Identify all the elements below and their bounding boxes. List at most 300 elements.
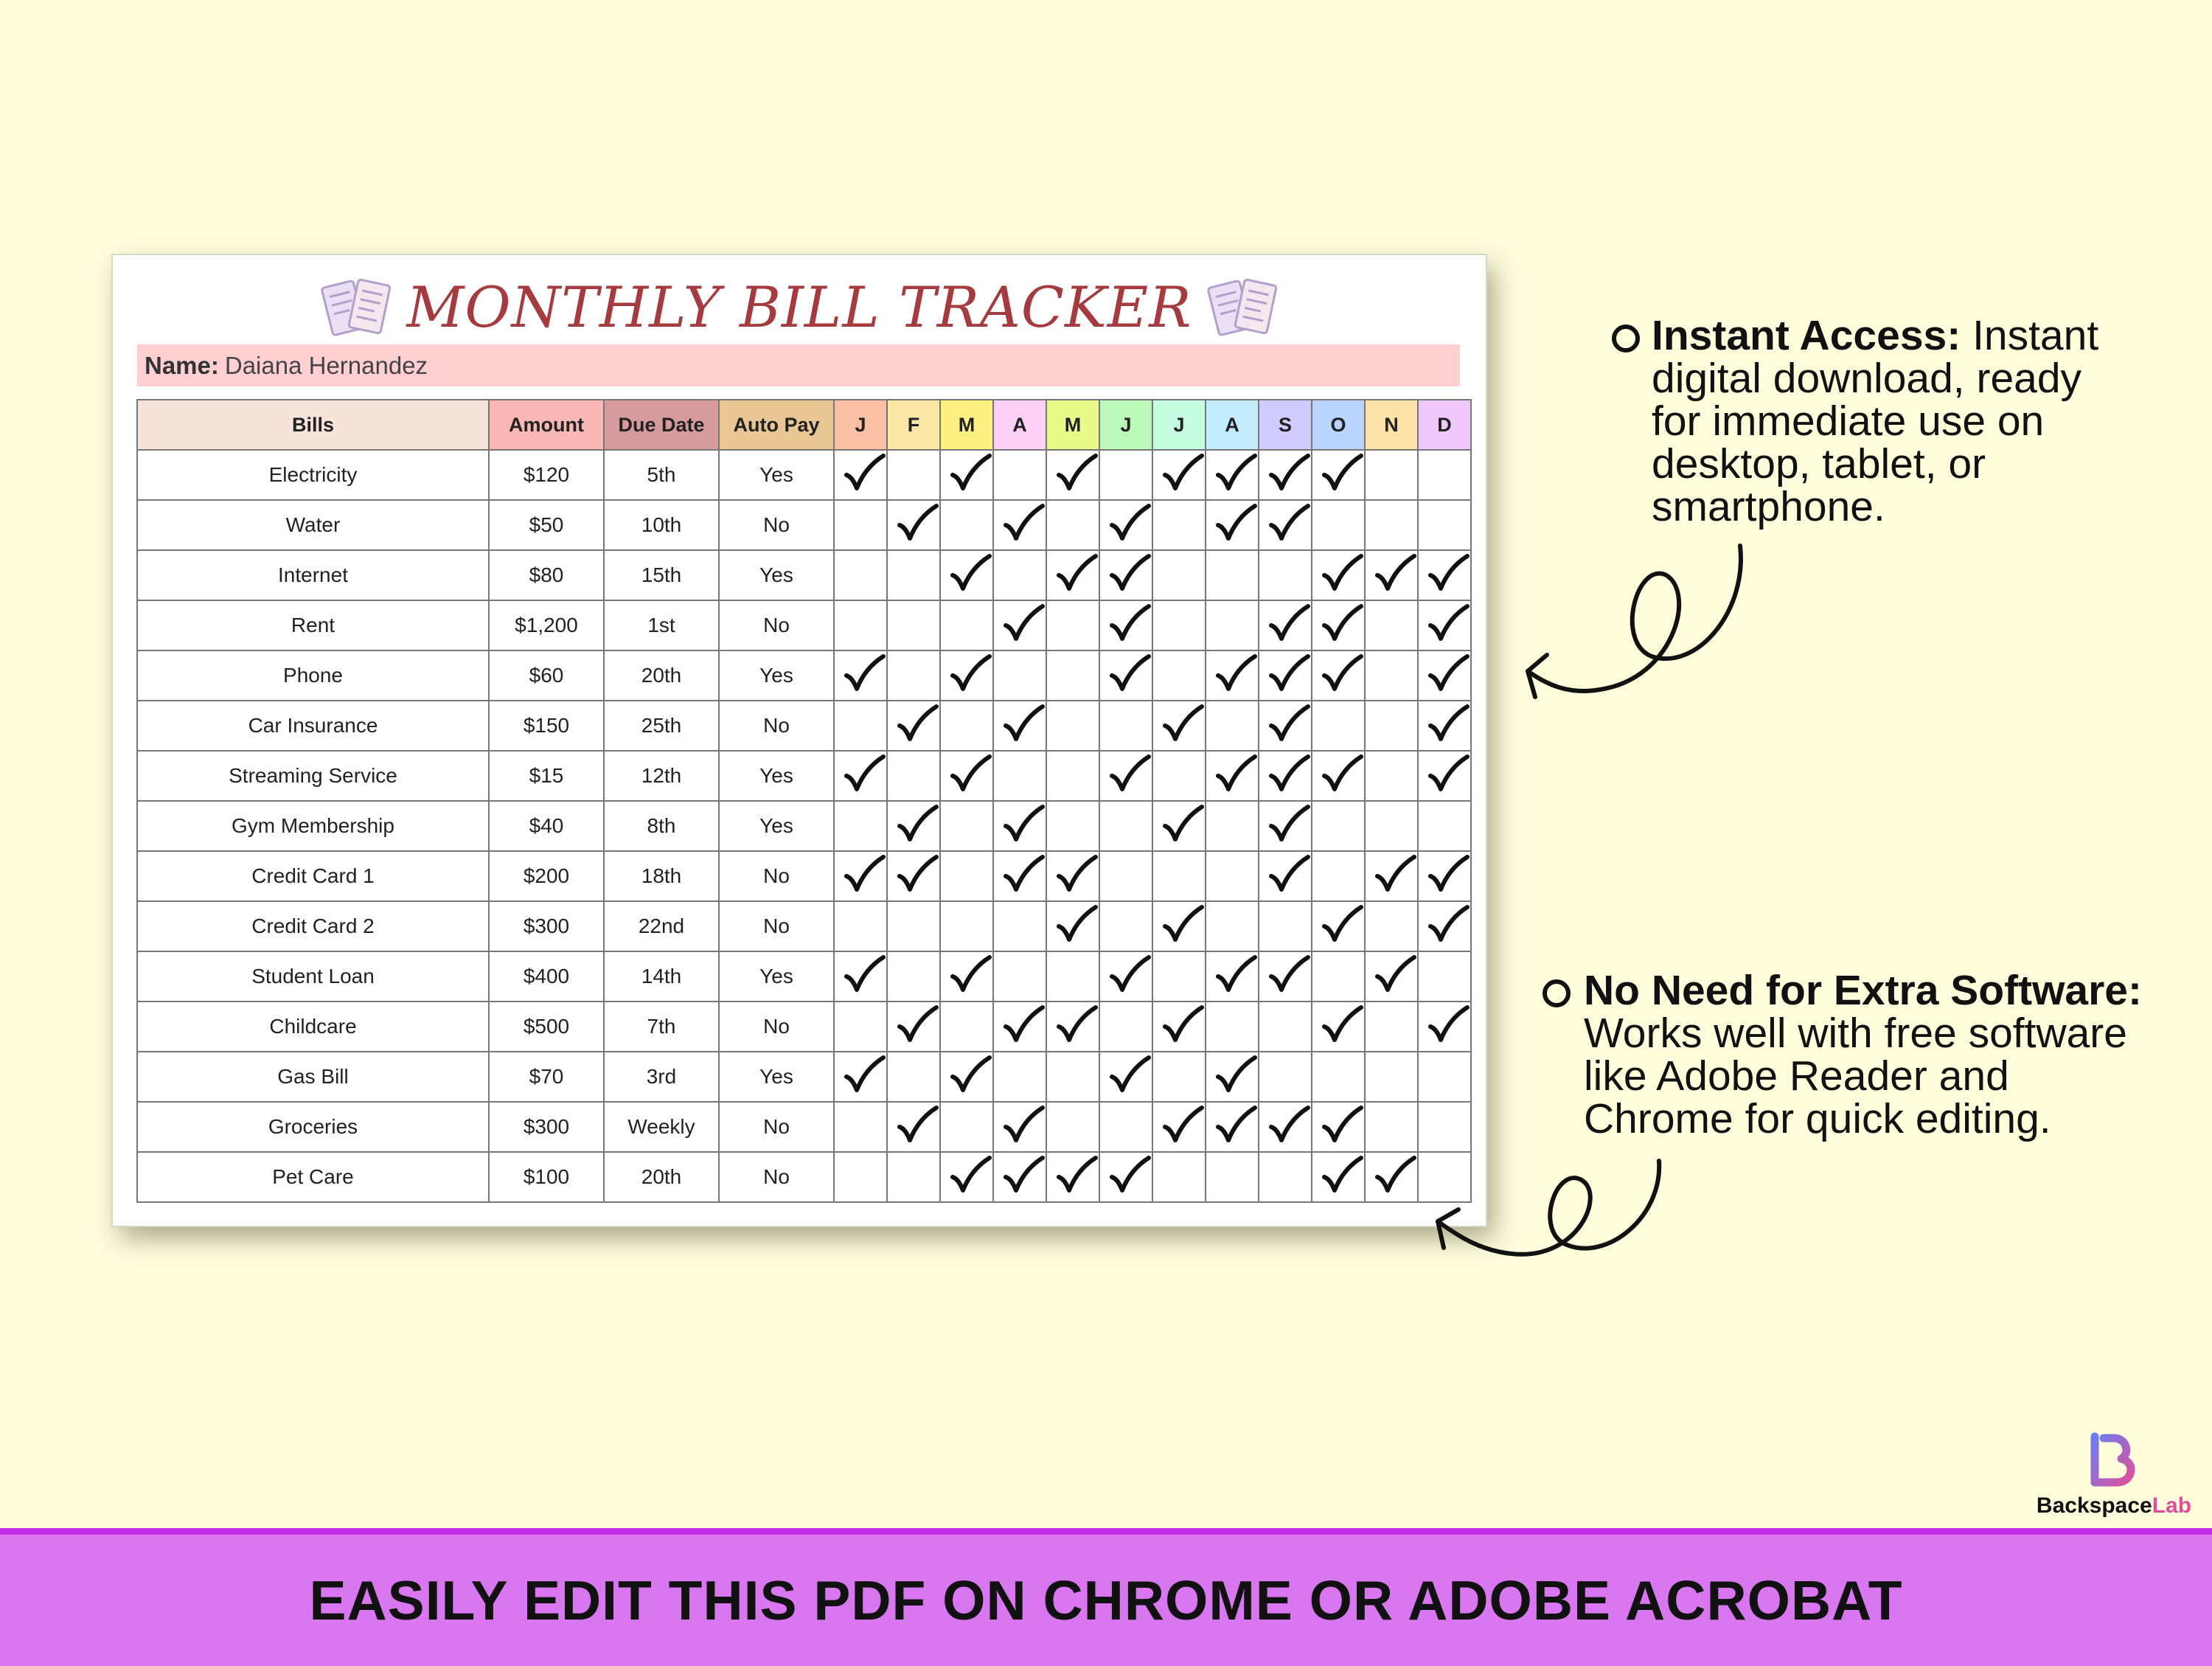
month-check-cell[interactable]: [1046, 1002, 1099, 1052]
month-check-cell[interactable]: [1099, 1102, 1152, 1152]
bill-name-cell[interactable]: Credit Card 1: [137, 851, 489, 901]
month-check-cell[interactable]: [1099, 751, 1152, 801]
month-check-cell[interactable]: [940, 801, 993, 851]
month-check-cell[interactable]: [1312, 951, 1365, 1002]
month-check-cell[interactable]: [834, 600, 887, 650]
auto-pay-cell[interactable]: No: [719, 500, 834, 550]
month-check-cell[interactable]: [1099, 851, 1152, 901]
month-check-cell[interactable]: [1259, 701, 1312, 751]
bill-name-cell[interactable]: Pet Care: [137, 1152, 489, 1202]
checkmark-icon: [897, 854, 939, 895]
checkmark-icon: [950, 453, 992, 494]
header-month: J: [1099, 400, 1152, 450]
bill-name-cell[interactable]: Electricity: [137, 450, 489, 500]
due-date-cell[interactable]: 15th: [604, 550, 719, 600]
month-check-cell[interactable]: [887, 701, 940, 751]
month-check-cell[interactable]: [887, 751, 940, 801]
month-check-cell[interactable]: [1046, 1052, 1099, 1102]
month-check-cell[interactable]: [1206, 650, 1259, 701]
month-check-cell[interactable]: [1206, 751, 1259, 801]
bill-name-cell[interactable]: Gas Bill: [137, 1052, 489, 1102]
month-check-cell[interactable]: [993, 550, 1046, 600]
brand-name-part: Backspace: [2036, 1493, 2152, 1518]
header-month: M: [940, 400, 993, 450]
checkmark-icon: [1003, 1004, 1046, 1046]
month-check-cell[interactable]: [1259, 901, 1312, 951]
month-check-cell[interactable]: [1418, 801, 1471, 851]
month-check-cell[interactable]: [1259, 951, 1312, 1002]
callout-line: like Adobe Reader and: [1584, 1052, 2009, 1100]
callout-line: Chrome for quick editing.: [1584, 1095, 2051, 1142]
amount-cell[interactable]: $15: [489, 751, 604, 801]
checkmark-icon: [1003, 503, 1046, 544]
month-check-cell[interactable]: [993, 1052, 1046, 1102]
month-check-cell[interactable]: [1206, 701, 1259, 751]
month-check-cell[interactable]: [1099, 951, 1152, 1002]
checkmark-icon: [897, 704, 939, 745]
amount-cell[interactable]: $300: [489, 1102, 604, 1152]
amount-cell[interactable]: $300: [489, 901, 604, 951]
checkmark-icon: [844, 954, 886, 996]
month-check-cell[interactable]: [1046, 500, 1099, 550]
checkmark-icon: [1268, 653, 1311, 695]
month-check-cell[interactable]: [1312, 751, 1365, 801]
due-date-cell[interactable]: 20th: [604, 1152, 719, 1202]
month-check-cell[interactable]: [940, 1102, 993, 1152]
month-check-cell[interactable]: [1099, 801, 1152, 851]
month-check-cell[interactable]: [1206, 1002, 1259, 1052]
month-check-cell[interactable]: [940, 600, 993, 650]
month-check-cell[interactable]: [1152, 650, 1206, 701]
month-check-cell[interactable]: [1365, 701, 1418, 751]
bill-tracker-sheet: [113, 255, 1486, 1226]
table-row: [137, 801, 1471, 851]
due-date-cell[interactable]: 1st: [604, 600, 719, 650]
month-check-cell[interactable]: [1418, 901, 1471, 951]
month-check-cell[interactable]: [940, 1052, 993, 1102]
month-check-cell[interactable]: [834, 901, 887, 951]
title-row: [113, 270, 1486, 344]
checkmark-icon: [1162, 1105, 1205, 1146]
month-check-cell[interactable]: [993, 951, 1046, 1002]
month-check-cell[interactable]: [1312, 851, 1365, 901]
month-check-cell[interactable]: [1365, 1102, 1418, 1152]
month-check-cell[interactable]: [1312, 450, 1365, 500]
checkmark-icon: [1056, 854, 1099, 895]
month-check-cell[interactable]: [1152, 801, 1206, 851]
month-check-cell[interactable]: [1365, 751, 1418, 801]
month-check-cell[interactable]: [1046, 1102, 1099, 1152]
checkmark-icon: [1162, 804, 1205, 845]
callout-line: digital download, ready: [1652, 355, 2082, 402]
month-check-cell[interactable]: [1152, 851, 1206, 901]
bill-name-cell[interactable]: Car Insurance: [137, 701, 489, 751]
month-check-cell[interactable]: [940, 701, 993, 751]
month-check-cell[interactable]: [1206, 851, 1259, 901]
month-check-cell[interactable]: [1259, 650, 1312, 701]
month-check-cell[interactable]: [993, 450, 1046, 500]
table-row: [137, 701, 1471, 751]
auto-pay-cell[interactable]: Yes: [719, 450, 834, 500]
month-check-cell[interactable]: [1418, 650, 1471, 701]
month-check-cell[interactable]: [1418, 751, 1471, 801]
checkmark-icon: [1427, 704, 1470, 745]
month-check-cell[interactable]: [1312, 500, 1365, 550]
checkmark-icon: [1003, 1105, 1046, 1146]
checkmark-icon: [1374, 954, 1417, 996]
checkmark-icon: [844, 653, 886, 695]
due-date-cell[interactable]: 8th: [604, 801, 719, 851]
table-row: [137, 1102, 1471, 1152]
month-check-cell[interactable]: [1206, 801, 1259, 851]
month-check-cell[interactable]: [1152, 450, 1206, 500]
month-check-cell[interactable]: [1206, 600, 1259, 650]
month-check-cell[interactable]: [887, 801, 940, 851]
month-check-cell[interactable]: [1259, 751, 1312, 801]
month-check-cell[interactable]: [1259, 1052, 1312, 1102]
month-check-cell[interactable]: [1152, 751, 1206, 801]
header-month: N: [1365, 400, 1418, 450]
checkmark-icon: [1056, 904, 1099, 945]
month-check-cell[interactable]: [1099, 500, 1152, 550]
amount-cell[interactable]: $1,200: [489, 600, 604, 650]
month-check-cell[interactable]: [993, 600, 1046, 650]
month-check-cell[interactable]: [993, 751, 1046, 801]
month-check-cell[interactable]: [1418, 1052, 1471, 1102]
month-check-cell[interactable]: [940, 500, 993, 550]
bill-name-cell[interactable]: Credit Card 2: [137, 901, 489, 951]
due-date-cell[interactable]: 20th: [604, 650, 719, 701]
month-check-cell[interactable]: [834, 650, 887, 701]
month-check-cell[interactable]: [834, 851, 887, 901]
month-check-cell[interactable]: [1152, 1052, 1206, 1102]
month-check-cell[interactable]: [1259, 801, 1312, 851]
month-check-cell[interactable]: [1152, 701, 1206, 751]
checkmark-icon: [1268, 954, 1311, 996]
month-check-cell[interactable]: [1152, 1002, 1206, 1052]
month-check-cell[interactable]: [1312, 801, 1365, 851]
due-date-cell[interactable]: 14th: [604, 951, 719, 1002]
amount-cell[interactable]: $100: [489, 1152, 604, 1202]
bill-name-cell[interactable]: Water: [137, 500, 489, 550]
month-check-cell[interactable]: [887, 450, 940, 500]
month-check-cell[interactable]: [1312, 1152, 1365, 1202]
month-check-cell[interactable]: [1099, 550, 1152, 600]
month-check-cell[interactable]: [1046, 851, 1099, 901]
header-month: M: [1046, 400, 1099, 450]
month-check-cell[interactable]: [940, 901, 993, 951]
month-check-cell[interactable]: [1312, 1102, 1365, 1152]
month-check-cell[interactable]: [1206, 951, 1259, 1002]
month-check-cell[interactable]: [1418, 600, 1471, 650]
auto-pay-cell[interactable]: No: [719, 701, 834, 751]
month-check-cell[interactable]: [834, 500, 887, 550]
month-check-cell[interactable]: [1206, 550, 1259, 600]
month-check-cell[interactable]: [993, 1102, 1046, 1152]
month-check-cell[interactable]: [887, 1102, 940, 1152]
month-check-cell[interactable]: [1206, 1152, 1259, 1202]
month-check-cell[interactable]: [1259, 851, 1312, 901]
month-check-cell[interactable]: [940, 751, 993, 801]
month-check-cell[interactable]: [1418, 851, 1471, 901]
month-check-cell[interactable]: [1152, 901, 1206, 951]
month-check-cell[interactable]: [1152, 951, 1206, 1002]
table-row: [137, 450, 1471, 500]
bill-name-cell[interactable]: Streaming Service: [137, 751, 489, 801]
month-check-cell[interactable]: [1099, 1152, 1152, 1202]
month-check-cell[interactable]: [993, 1152, 1046, 1202]
month-check-cell[interactable]: [1259, 450, 1312, 500]
month-check-cell[interactable]: [1152, 550, 1206, 600]
month-check-cell[interactable]: [1206, 500, 1259, 550]
month-check-cell[interactable]: [1206, 450, 1259, 500]
checkmark-icon: [1003, 854, 1046, 895]
month-check-cell[interactable]: [993, 901, 1046, 951]
bullet-circle-icon: [1612, 324, 1640, 353]
checkmark-icon: [1427, 754, 1470, 795]
month-check-cell[interactable]: [940, 951, 993, 1002]
due-date-cell[interactable]: 10th: [604, 500, 719, 550]
amount-cell[interactable]: $150: [489, 701, 604, 751]
month-check-cell[interactable]: [1365, 1052, 1418, 1102]
month-check-cell[interactable]: [1099, 701, 1152, 751]
month-check-cell[interactable]: [834, 701, 887, 751]
callout-line: smartphone.: [1652, 483, 1885, 530]
month-check-cell[interactable]: [993, 701, 1046, 751]
month-check-cell[interactable]: [1259, 500, 1312, 550]
bill-name-cell[interactable]: Internet: [137, 550, 489, 600]
month-check-cell[interactable]: [1365, 951, 1418, 1002]
month-check-cell[interactable]: [1152, 1102, 1206, 1152]
auto-pay-cell[interactable]: Yes: [719, 1052, 834, 1102]
auto-pay-cell[interactable]: No: [719, 1152, 834, 1202]
month-check-cell[interactable]: [1099, 450, 1152, 500]
due-date-cell[interactable]: 3rd: [604, 1052, 719, 1102]
amount-cell[interactable]: $120: [489, 450, 604, 500]
month-check-cell[interactable]: [1259, 600, 1312, 650]
month-check-cell[interactable]: [940, 650, 993, 701]
month-check-cell[interactable]: [1046, 600, 1099, 650]
month-check-cell[interactable]: [1312, 1002, 1365, 1052]
header-month: J: [834, 400, 887, 450]
month-check-cell[interactable]: [940, 851, 993, 901]
month-check-cell[interactable]: [993, 500, 1046, 550]
month-check-cell[interactable]: [834, 550, 887, 600]
month-check-cell[interactable]: [1365, 1002, 1418, 1052]
name-value[interactable]: Daiana Hernandez: [224, 351, 428, 379]
amount-cell[interactable]: $200: [489, 851, 604, 901]
checkmark-icon: [1162, 904, 1205, 945]
month-check-cell[interactable]: [1046, 1152, 1099, 1202]
auto-pay-cell[interactable]: Yes: [719, 801, 834, 851]
due-date-cell[interactable]: 12th: [604, 751, 719, 801]
auto-pay-cell[interactable]: Yes: [719, 951, 834, 1002]
checkmark-icon: [1109, 503, 1152, 544]
month-check-cell[interactable]: [1312, 1052, 1365, 1102]
month-check-cell[interactable]: [940, 1002, 993, 1052]
checkmark-icon: [1056, 553, 1099, 594]
month-check-cell[interactable]: [1365, 650, 1418, 701]
auto-pay-cell[interactable]: No: [719, 600, 834, 650]
month-check-cell[interactable]: [1152, 1152, 1206, 1202]
checkmark-icon: [1268, 453, 1311, 494]
month-check-cell[interactable]: [1312, 701, 1365, 751]
month-check-cell[interactable]: [1365, 851, 1418, 901]
month-check-cell[interactable]: [993, 650, 1046, 701]
month-check-cell[interactable]: [1365, 901, 1418, 951]
header-month: S: [1259, 400, 1312, 450]
table-row: [137, 1002, 1471, 1052]
auto-pay-cell[interactable]: No: [719, 1002, 834, 1052]
month-check-cell[interactable]: [1046, 650, 1099, 701]
amount-cell[interactable]: $40: [489, 801, 604, 851]
month-check-cell[interactable]: [834, 450, 887, 500]
month-check-cell[interactable]: [1259, 1152, 1312, 1202]
checkmark-icon: [1374, 854, 1417, 895]
month-check-cell[interactable]: [1206, 1052, 1259, 1102]
month-check-cell[interactable]: [1046, 951, 1099, 1002]
month-check-cell[interactable]: [887, 951, 940, 1002]
bill-name-cell[interactable]: Gym Membership: [137, 801, 489, 851]
due-date-cell[interactable]: 18th: [604, 851, 719, 901]
month-check-cell[interactable]: [1206, 901, 1259, 951]
bill-name-cell[interactable]: Student Loan: [137, 951, 489, 1002]
month-check-cell[interactable]: [1152, 600, 1206, 650]
month-check-cell[interactable]: [887, 1052, 940, 1102]
table-row: [137, 901, 1471, 951]
month-check-cell[interactable]: [834, 801, 887, 851]
month-check-cell[interactable]: [940, 1152, 993, 1202]
month-check-cell[interactable]: [887, 901, 940, 951]
month-check-cell[interactable]: [1046, 801, 1099, 851]
auto-pay-cell[interactable]: Yes: [719, 650, 834, 701]
due-date-cell[interactable]: 5th: [604, 450, 719, 500]
month-check-cell[interactable]: [1099, 600, 1152, 650]
checkmark-icon: [1003, 804, 1046, 845]
month-check-cell[interactable]: [1152, 500, 1206, 550]
month-check-cell[interactable]: [1259, 550, 1312, 600]
month-check-cell[interactable]: [940, 450, 993, 500]
amount-cell[interactable]: $400: [489, 951, 604, 1002]
month-check-cell[interactable]: [1046, 901, 1099, 951]
amount-cell[interactable]: $50: [489, 500, 604, 550]
month-check-cell[interactable]: [1418, 1002, 1471, 1052]
month-check-cell[interactable]: [1418, 500, 1471, 550]
month-check-cell[interactable]: [1418, 701, 1471, 751]
checkmark-icon: [844, 1055, 886, 1096]
amount-cell[interactable]: $80: [489, 550, 604, 600]
header-amount: Amount: [489, 400, 604, 450]
month-check-cell[interactable]: [1099, 901, 1152, 951]
checkmark-icon: [897, 1105, 939, 1146]
checkmark-icon: [1162, 704, 1205, 745]
month-check-cell[interactable]: [1046, 550, 1099, 600]
auto-pay-cell[interactable]: No: [719, 901, 834, 951]
month-check-cell[interactable]: [1259, 1002, 1312, 1052]
month-check-cell[interactable]: [1365, 550, 1418, 600]
table-row: [137, 650, 1471, 701]
auto-pay-cell[interactable]: No: [719, 851, 834, 901]
month-check-cell[interactable]: [887, 1152, 940, 1202]
month-check-cell[interactable]: [887, 550, 940, 600]
month-check-cell[interactable]: [887, 600, 940, 650]
month-check-cell[interactable]: [940, 550, 993, 600]
month-check-cell[interactable]: [1365, 600, 1418, 650]
auto-pay-cell[interactable]: No: [719, 1102, 834, 1152]
table-header-row: [137, 400, 1471, 450]
auto-pay-cell[interactable]: Yes: [719, 550, 834, 600]
month-check-cell[interactable]: [1418, 450, 1471, 500]
checkmark-icon: [1321, 653, 1364, 695]
month-check-cell[interactable]: [1046, 450, 1099, 500]
month-check-cell[interactable]: [1046, 751, 1099, 801]
checkmark-icon: [897, 503, 939, 544]
brand-name: [2029, 1493, 2199, 1519]
due-date-cell[interactable]: 7th: [604, 1002, 719, 1052]
checkmark-icon: [1109, 553, 1152, 594]
bill-name-cell[interactable]: Childcare: [137, 1002, 489, 1052]
checkmark-icon: [1215, 954, 1258, 996]
month-check-cell[interactable]: [1418, 550, 1471, 600]
month-check-cell[interactable]: [834, 1052, 887, 1102]
month-check-cell[interactable]: [887, 500, 940, 550]
month-check-cell[interactable]: [834, 1152, 887, 1202]
bill-name-cell[interactable]: Rent: [137, 600, 489, 650]
month-check-cell[interactable]: [1099, 1002, 1152, 1052]
month-check-cell[interactable]: [1259, 1102, 1312, 1152]
checkmark-icon: [1268, 1105, 1311, 1146]
month-check-cell[interactable]: [1418, 1102, 1471, 1152]
bill-name-cell[interactable]: Groceries: [137, 1102, 489, 1152]
amount-cell[interactable]: $500: [489, 1002, 604, 1052]
checkmark-icon: [1003, 603, 1046, 645]
month-check-cell[interactable]: [834, 751, 887, 801]
due-date-cell[interactable]: 22nd: [604, 901, 719, 951]
month-check-cell[interactable]: [1312, 901, 1365, 951]
month-check-cell[interactable]: [1365, 500, 1418, 550]
month-check-cell[interactable]: [887, 650, 940, 701]
amount-cell[interactable]: $60: [489, 650, 604, 701]
auto-pay-cell[interactable]: Yes: [719, 751, 834, 801]
month-check-cell[interactable]: [1365, 801, 1418, 851]
month-check-cell[interactable]: [1365, 450, 1418, 500]
month-check-cell[interactable]: [887, 1002, 940, 1052]
month-check-cell[interactable]: [834, 951, 887, 1002]
month-check-cell[interactable]: [993, 1002, 1046, 1052]
checkmark-icon: [1215, 754, 1258, 795]
checkmark-icon: [1003, 1155, 1046, 1196]
month-check-cell[interactable]: [1312, 600, 1365, 650]
callout-line: Works well with free software: [1584, 1010, 2127, 1057]
month-check-cell[interactable]: [887, 851, 940, 901]
month-check-cell[interactable]: [1046, 701, 1099, 751]
month-check-cell[interactable]: [834, 1002, 887, 1052]
bill-name-cell[interactable]: Phone: [137, 650, 489, 701]
month-check-cell[interactable]: [1099, 650, 1152, 701]
due-date-cell[interactable]: Weekly: [604, 1102, 719, 1152]
due-date-cell[interactable]: 25th: [604, 701, 719, 751]
month-check-cell[interactable]: [1312, 650, 1365, 701]
month-check-cell[interactable]: [1099, 1052, 1152, 1102]
amount-cell[interactable]: $70: [489, 1052, 604, 1102]
name-field[interactable]: [137, 344, 1460, 386]
month-check-cell[interactable]: [834, 1102, 887, 1152]
month-check-cell[interactable]: [1312, 550, 1365, 600]
month-check-cell[interactable]: [1206, 1102, 1259, 1152]
month-check-cell[interactable]: [993, 851, 1046, 901]
month-check-cell[interactable]: [993, 801, 1046, 851]
month-check-cell[interactable]: [1418, 951, 1471, 1002]
